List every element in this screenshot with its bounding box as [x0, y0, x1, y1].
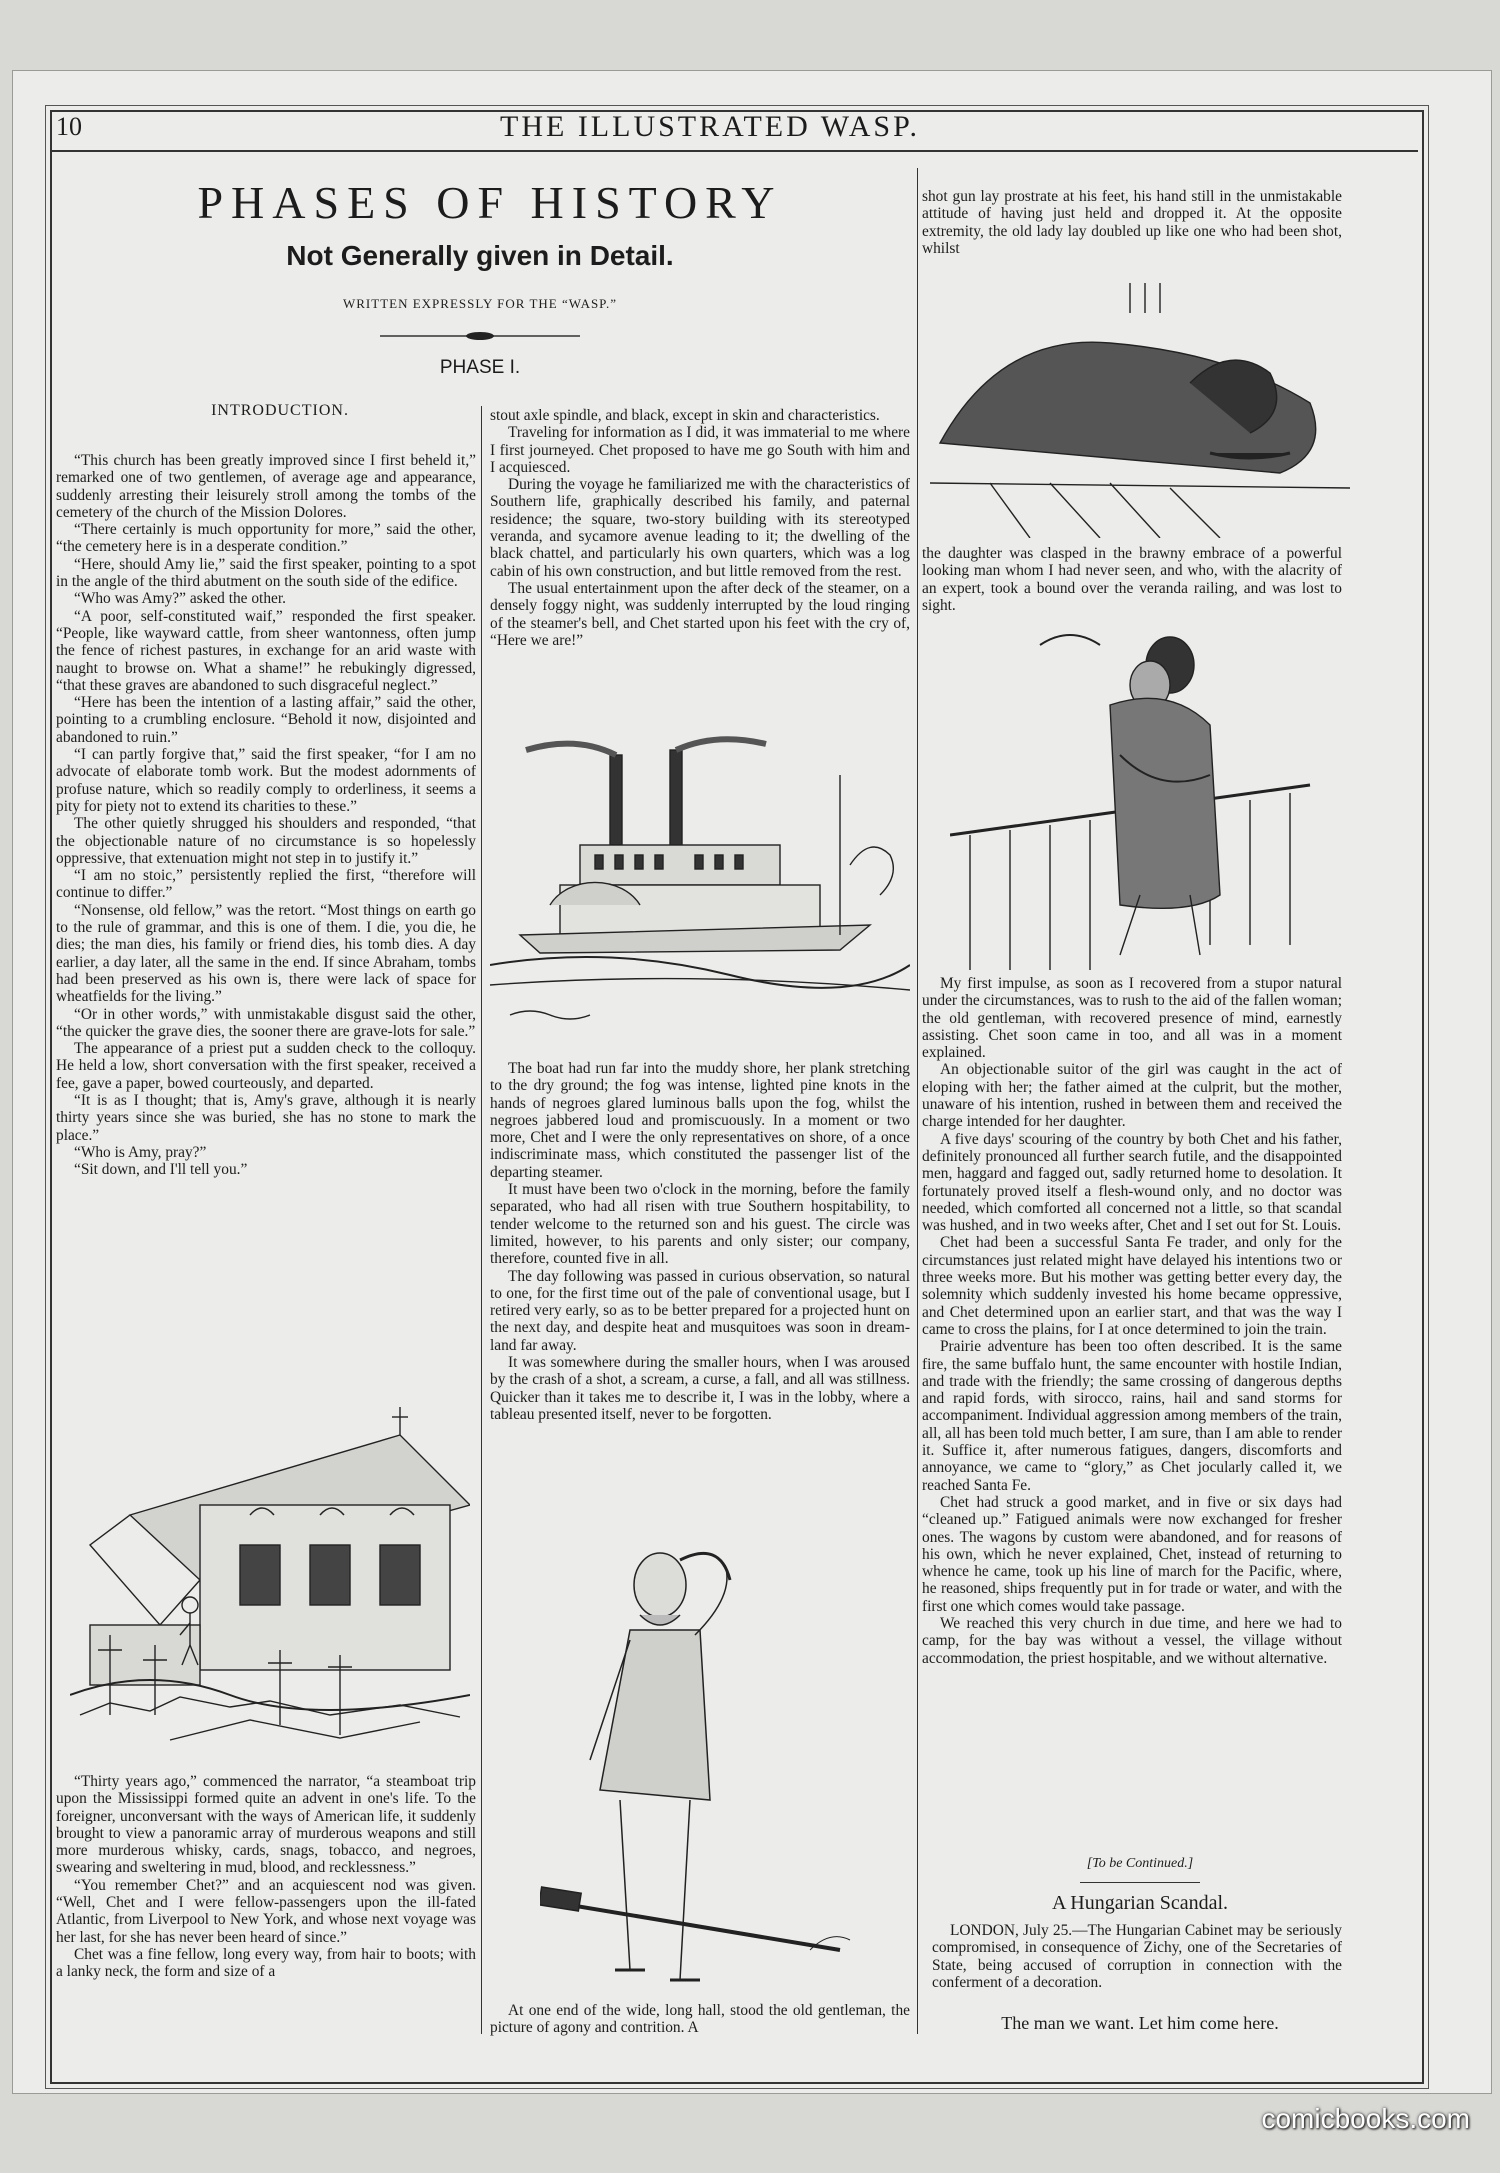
column-1-bottom	[56, 1773, 476, 1981]
paragraph: shot gun lay prostrate at his feet, his hand still in the unmistakable attitude of having just held and dropped it. At the opposite extremity, the old lady lay doubled up like one who had been shot, whilst	[922, 188, 1342, 257]
running-title: THE ILLUSTRATED WASP.	[500, 110, 920, 143]
paragraph: Traveling for information as I did, it was immaterial to me where I first journeyed. Chet proposed to have me go South with him and I acquiesced.	[490, 424, 910, 476]
column-2-middle	[490, 1060, 910, 1423]
old-gentleman-illustration	[540, 1530, 870, 2010]
paragraph: Prairie adventure has been too often described. It is the same fire, the same buffalo hunt, the same encounter with hostile Indian, and trade with the friendly; the same crossing of dangerous depths and rapid fords, with sirocco, rains, hail and sand storms for accompaniment. Individual aggression among members of the train, all, all has been told much better, I am sure, than I am able to render it. Suffice it, after numerous fatigues, dangers, discomforts and annoyance, we came to “glory,” as Chet jocularly called it, we reached Santa Fe.	[922, 1338, 1342, 1494]
hungarian-scandal-body	[932, 1922, 1342, 1991]
paragraph: The appearance of a priest put a sudden check to the colloquy. He held a low, short conversation with the first speaker, received a fee, gave a paper, bowed courteously, and departed.	[56, 1040, 476, 1092]
mission-church-illustration	[70, 1395, 470, 1760]
paragraph: My first impulse, as soon as I recovered from a stupor natural under the circumstances, was to rush to the aid of the fallen woman; the old gentleman, with recovered presence of mind, earnestly assisting. Chet soon came in too, and all was in a moment explained.	[922, 975, 1342, 1062]
steamboat-illustration	[490, 735, 910, 1055]
page-number: 10	[56, 112, 82, 141]
paragraph: “A poor, self-constituted waif,” responded the first speaker. “People, like wayward cattle, from sheer wantonness, often jump the fence of richest pastures, in exchange for an arid waste with naught to browse on. What a shame!” he rebukingly digressed, “that these graves are abandoned to such disgraceful neglect.”	[56, 607, 476, 694]
introduction-heading: INTRODUCTION.	[211, 402, 349, 419]
paragraph: The boat had run far into the muddy shore, her plank stretching to the dry ground; the fog was intense, lighted pine knots in the hands of negroes glared luminous balls upon the fog, whilst the negroes jabbered loud and promiscuously. In a moment or two more, Chet and I were the only representatives on shore, of a once indiscriminate mass, which constituted the passenger list of the departing steamer.	[490, 1060, 910, 1181]
paragraph: An objectionable suitor of the girl was caught in the act of eloping with her; the father aimed at the culprit, but the mother, unaware of his intention, rushed in between them and received the charge intended for her daughter.	[922, 1061, 1342, 1131]
paragraph: It was somewhere during the smaller hours, when I was aroused by the crash of a shot, a scream, a curse, a fall, and all was stillness. Quicker than it takes me to describe it, I was in the lobby, where a tableau presented itself, never to be forgotten.	[490, 1354, 910, 1423]
paragraph: The usual entertainment upon the after deck of the steamer, on a densely foggy night, was suddenly interrupted by the loud ringing of the steamer's bell, and Chet started upon his feet with the cry of, “Here we are!”	[490, 579, 910, 649]
paragraph: “Who was Amy?” asked the other.	[74, 590, 286, 608]
column-3-bottom	[922, 975, 1342, 1667]
ornament-rule	[380, 328, 580, 344]
paragraph: “You remember Chet?” and an acquiescent nod was given. “Well, Chet and I were fellow-passengers upon the ill-fated Atlantic, from Liverpool to New York, and whose next voyage was her last, for she has never been heard of since.”	[56, 1876, 476, 1946]
paragraph: “Nonsense, old fellow,” was the retort. “Most things on earth go to the rule of grammar, and this is one of them. I die, you die, he dies; the man dies, his family or friend dies, his tomb dies. A day earlier, a day later, all the same in the end. If since Abraham, tombs had been preserved as his own is, there were lack of space for wheatfields for the living.”	[56, 901, 476, 1006]
paragraph: “Or in other words,” with unmistakable disgust said the other, “the quicker the grave dies, the sooner there are grave-lots for sale.”	[56, 1005, 476, 1040]
watermark: comicbooks.com	[1261, 2103, 1470, 2134]
hungarian-scandal-heading: A Hungarian Scandal.	[1051, 1892, 1229, 1914]
article-title: PHASES OF HISTORY	[197, 177, 783, 228]
paragraph: “Sit down, and I'll tell you.”	[74, 1161, 248, 1179]
column-2-top	[490, 407, 910, 649]
paragraph: “There certainly is much opportunity for more,” said the other, “the cemetery here is in a desperate condition.”	[56, 521, 476, 556]
column-rule	[917, 168, 918, 2034]
paragraph: Chet was a fine fellow, long every way, from hair to boots; with a lanky neck, the form and size of a	[56, 1945, 476, 1981]
column-1-top	[56, 452, 476, 1178]
paragraph: At one end of the wide, long hall, stood the old gentleman, the picture of agony and contrition. A	[490, 2002, 910, 2037]
column-3-middle	[922, 545, 1342, 614]
paragraph: Chet had been a successful Santa Fe trader, and only for the circumstances just related might have delayed his intentions two or three weeks more. But his mother was getting better every day, the solemnity which suddenly invested his home became oppressive, and Chet determined upon an earlier start, and that was the way I came to cross the plains, for I at once determined to join the train.	[922, 1234, 1342, 1338]
paragraph: “It is as I thought; that is, Amy's grave, although it is nearly thirty years since she was buried, she has no stone to mark the place.”	[56, 1091, 476, 1144]
paragraph: “I can partly forgive that,” said the first speaker, “for I am no advocate of elaborate tomb work. But the modest adornments of profuse nature, which so readily comply to orderliness, it seems a pity for piety not to extend its charities to these.”	[56, 746, 476, 815]
paragraph: Chet had struck a good market, and in five or six days had “cleaned up.” Fatigued animals were now exchanged for fresher ones. The wagons by custom were abandoned, and for reasons of his own, which he never explained, Chet, instead of returning to whence he came, took up his line of march for the Pacific, where, he reasoned, ships frequently put in for trade or water, and with the first one which comes would take passage.	[922, 1493, 1342, 1615]
paragraph: “I am no stoic,” persistently replied the first, “therefore will continue to differ.”	[56, 867, 476, 902]
paragraph: We reached this very church in due time, and here we had to camp, for the bay was without a vessel, the village without accommodation, the priest hospitable, and we without alternative.	[922, 1614, 1342, 1667]
header-rule	[52, 150, 1418, 152]
elopement-illustration	[950, 615, 1330, 970]
paragraph: LONDON, July 25.—The Hungarian Cabinet may be seriously compromised, in consequence of Zichy, one of the Secretaries of State, being accused of corruption in connection with the conferment of a decoration.	[932, 1922, 1342, 1991]
paragraph: “Here, should Amy lie,” said the first speaker, pointing to a spot in the angle of the third abutment on the south side of the edifice.	[56, 555, 476, 591]
paragraph: The day following was passed in curious observation, so natural to one, for the first time out of the pale of conventional usage, but I retired very early, so as to be better prepared for a projected hunt on the next day, and despite heat and musquitoes was soon in dream-land far away.	[490, 1267, 910, 1354]
paragraph: the daughter was clasped in the brawny embrace of a powerful looking man whom I had never seen, and who, with the alacrity of an expert, took a bound over the veranda railing, and was lost to sight.	[922, 545, 1342, 614]
to-be-continued: [To be Continued.]	[1086, 1856, 1194, 1871]
paragraph: The other quietly shrugged his shoulders and responded, “that the objectionable nature of no circumstance is so hopelessly oppressive, that extenuation might not step in to justify it.”	[56, 815, 476, 867]
paragraph: It must have been two o'clock in the morning, before the family separated, who had all risen with true Southern hospitability, to tender welcome to the returned son and his guest. The circle was limited, however, to his parents and only sister; our company, therefore, counted five in all.	[490, 1181, 910, 1268]
paragraph: “Here has been the intention of a lasting affair,” said the other, pointing to a crumbling enclosure. “Behold it now, disjointed and abandoned to ruin.”	[56, 694, 476, 746]
paragraph: stout axle spindle, and black, except in skin and characteristics.	[490, 407, 880, 424]
column-2-bottom	[490, 2002, 910, 2037]
article-subtitle: Not Generally given in Detail.	[286, 240, 674, 271]
phase-heading: PHASE I.	[439, 357, 521, 378]
paragraph: A five days' scouring of the country by both Chet and his father, definitely pronounced all further search futile, and the disappointed men, haggard and fagged out, sadly returned home to desolation. It fortunately proved itself a flesh-wound only, and no doctor was needed, which comforted all concerned not a little, so that scandal was hushed, and in two weeks after, Chet and I set out for St. Louis.	[922, 1130, 1342, 1235]
fallen-woman-illustration	[930, 283, 1350, 538]
paragraph: “Who is Amy, pray?”	[74, 1143, 207, 1161]
column-rule	[481, 406, 482, 2034]
column-3-top	[922, 188, 1342, 257]
section-rule	[1080, 1882, 1200, 1883]
closing-line: The man we want. Let him come here.	[1001, 2013, 1279, 2033]
paragraph: “Thirty years ago,” commenced the narrator, “a steamboat trip upon the Mississippi formed quite an advent in one's life. To the foreigner, unconversant with the ways of American life, it suddenly brought to view a panoramic array of murderous weapons and still more murderous whisky, cards, snags, tobacco, and negroes, swearing and sweltering in mud, blood, and recklessness.”	[56, 1773, 476, 1877]
paragraph: “This church has been greatly improved since I first beheld it,” remarked one of two gentlemen, of average age and appearance, suddenly arresting their leisurely stroll among the tombs of the cemetery of the church of the Mission Dolores.	[56, 452, 476, 521]
paragraph: During the voyage he familiarized me with the characteristics of Southern life, graphically described his family, and paternal residence; the square, two-story building with its stereotyped veranda, and sycamore avenue leading to it; the dwelling of the black chattel, and particularly his own quarters, which was a log cabin of his own construction, and but little removed from the rest.	[490, 476, 910, 580]
byline: WRITTEN EXPRESSLY FOR THE “WASP.”	[342, 296, 617, 311]
